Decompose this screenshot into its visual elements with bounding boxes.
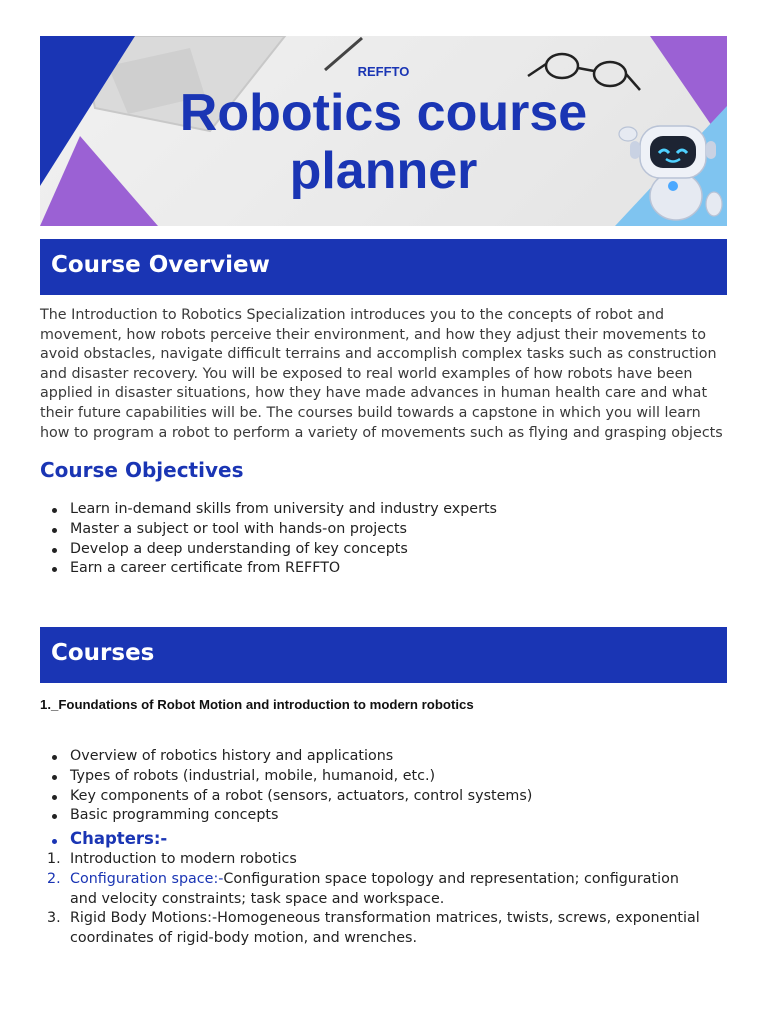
course-objectives-heading: Course Objectives [40,458,244,482]
chapter-label: Configuration space:- [70,870,224,887]
chapter-text: Configuration space topology and representation; configuration and velocity constraints; task space and workspace. [70,870,679,907]
chapter-item [40,870,700,910]
list-item: Types of robots (industrial, mobile, humanoid, etc.) [40,767,532,787]
course-title: 1._Foundations of Robot Motion and introduction to modern robotics [40,697,474,712]
course-overview-header [40,239,727,295]
list-item: Master a subject or tool with hands-on projects [40,520,497,540]
list-item: Learn in-demand skills from university and industry experts [40,500,497,520]
list-item: Key components of a robot (sensors, actuators, control systems) [40,787,532,807]
list-item: Basic programming concepts [40,806,532,826]
chapter-number: 1. [47,851,61,867]
chapters-heading: Chapters:- [40,829,167,848]
objectives-list [40,500,497,579]
course-overview-heading: Course Overview [51,252,270,278]
brand-label: REFFTO [357,64,410,79]
list-item: Overview of robotics history and applications [40,747,532,767]
courses-header [40,627,727,683]
course-overview-text: The Introduction to Robotics Specialization introduces you to the concepts of robot and movement, how robots perceive their environment, and how they adjust their movements to avoid obstacles, navigate difficult terrains and accomplish complex tasks such as construction and disaster recovery. You will be exposed to real world examples of how robots have been applied in disaster situations, how they have made advances in human health care and what their future capabilities will be. The courses build towards a capstone in which you will learn how to program a robot to perform a variety of movements such as flying and grasping objects [40,307,723,441]
chapter-item [40,850,700,870]
page-title [40,84,727,200]
header-banner [40,36,727,226]
page-title-text: Robotics course planner [179,84,588,200]
chapter-text: Introduction to modern robotics [70,851,297,867]
chapters-list [40,850,700,949]
chapter-number: 3. [47,910,61,927]
chapter-item [40,909,700,949]
chapter-number: 2. [47,870,61,887]
courses-heading: Courses [51,640,155,666]
chapter-text: Rigid Body Motions:-Homogeneous transformation matrices, twists, screws, exponential coordinates of rigid-body motion, and wrenches. [70,910,700,947]
course-topics-list [40,747,532,826]
list-item: Earn a career certificate from REFFTO [40,559,497,579]
list-item: Develop a deep understanding of key concepts [40,540,497,560]
